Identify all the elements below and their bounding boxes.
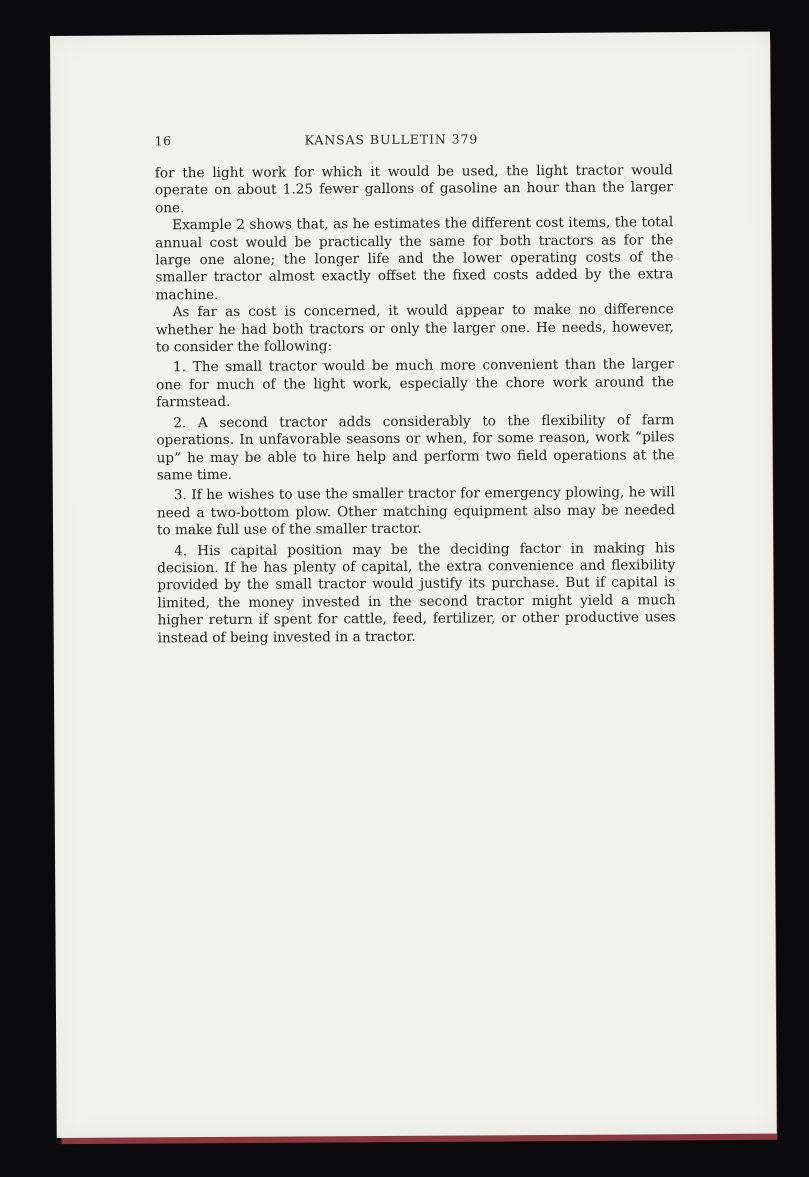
- paragraph-continuation: for the light work for which it would be used, the light tractor would operate on about 1.25 fewer gallons of gasoline an hour than the larger one.: [154, 162, 673, 217]
- list-item-4: 4. His capital position may be the deciding factor in making his decision. If he has plenty of capital, the extra convenience and flexibility provided by the small tractor would justify its purchase. But if capital is limited, the money invested in the second tractor might yield a much higher return if spent for cattle, feed, fertilizer, or other productive uses instead of being invested in a tractor.: [157, 539, 676, 646]
- list-item-1: 1. The small tractor would be much more convenient than the larger one for much of the light work, especially the chore work around the farmstead.: [156, 356, 675, 411]
- paragraph-example-2: Example 2 shows that, as he estimates the different cost items, the total annual cost would be practically the same for both tractors as for the large one alone; the longer life and the lower operating costs of the smaller tractor almost exactly offset the fixed costs added by the extra machine.: [155, 214, 674, 304]
- running-title: KANSAS BULLETIN 379: [304, 131, 479, 148]
- paragraph-cost-considerations: As far as cost is concerned, it would appear to make no difference whether he had both tractors or only the larger one. He needs, however, to consider the following:: [155, 301, 674, 356]
- page-number: 16: [154, 133, 172, 149]
- list-item-2: 2. A second tractor adds considerably to the flexibility of farm operations. In unfavorable seasons or when, for some reason, work “piles up” he may be able to hire help and perform two field operations at the same time.: [156, 411, 675, 484]
- list-item-3: 3. If he wishes to use the smaller tractor for emergency plowing, he will need a two-bottom plow. Other matching equipment also may be needed to make full use of the smaller tractor.: [156, 484, 675, 539]
- document-page: [50, 32, 777, 1138]
- running-header: [155, 130, 675, 153]
- body-text: [155, 162, 676, 647]
